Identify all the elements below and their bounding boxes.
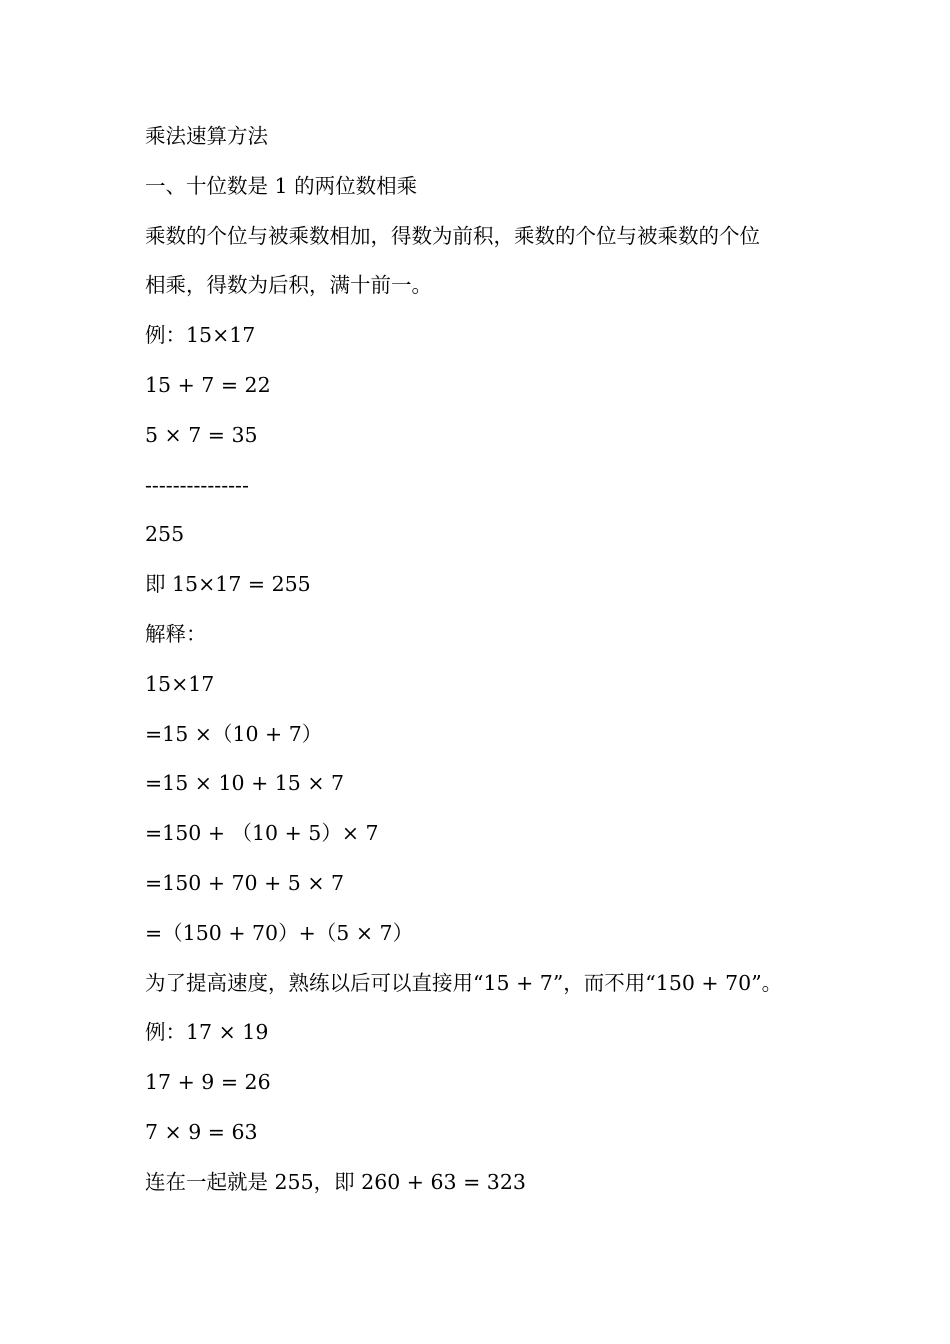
- derivation-line: =15 ×（10 + 7）: [145, 721, 323, 746]
- calculation-result: 255: [145, 522, 185, 547]
- calculation-line: 5 × 7 = 35: [145, 422, 258, 447]
- paragraph-line: 乘数的个位与被乘数相加，得数为前积，乘数的个位与被乘数的个位: [145, 223, 760, 248]
- section-heading: 一、十位数是 1 的两位数相乘: [145, 173, 418, 198]
- derivation-line: 15×17: [145, 671, 215, 696]
- derivation-line: =15 × 10 + 15 × 7: [145, 771, 345, 796]
- example-label: 例：17 × 19: [145, 1020, 269, 1045]
- example-label: 例：15×17: [145, 323, 256, 348]
- document-body: [145, 112, 845, 1208]
- paragraph-line: 为了提高速度，熟练以后可以直接用“15 + 7”，而不用“150 + 70”。: [145, 970, 783, 995]
- paragraph-line: 相乘，得数为后积，满十前一。: [145, 273, 432, 298]
- document-title: 乘法速算方法: [145, 124, 268, 148]
- derivation-line: =150 + 70 + 5 × 7: [145, 870, 345, 895]
- result-statement: 连在一起就是 255，即 260 + 63 = 323: [145, 1169, 526, 1194]
- derivation-line: =（150 + 70）+（5 × 7）: [145, 920, 414, 945]
- derivation-line: =150 + （10 + 5）× 7: [145, 821, 379, 846]
- calculation-line: 15 + 7 = 22: [145, 372, 271, 397]
- calculation-line: 7 × 9 = 63: [145, 1119, 258, 1144]
- explanation-label: 解释：: [145, 621, 207, 646]
- calculation-line: 17 + 9 = 26: [145, 1070, 271, 1095]
- result-statement: 即 15×17 = 255: [145, 572, 311, 597]
- separator-line: ---------------: [145, 472, 249, 497]
